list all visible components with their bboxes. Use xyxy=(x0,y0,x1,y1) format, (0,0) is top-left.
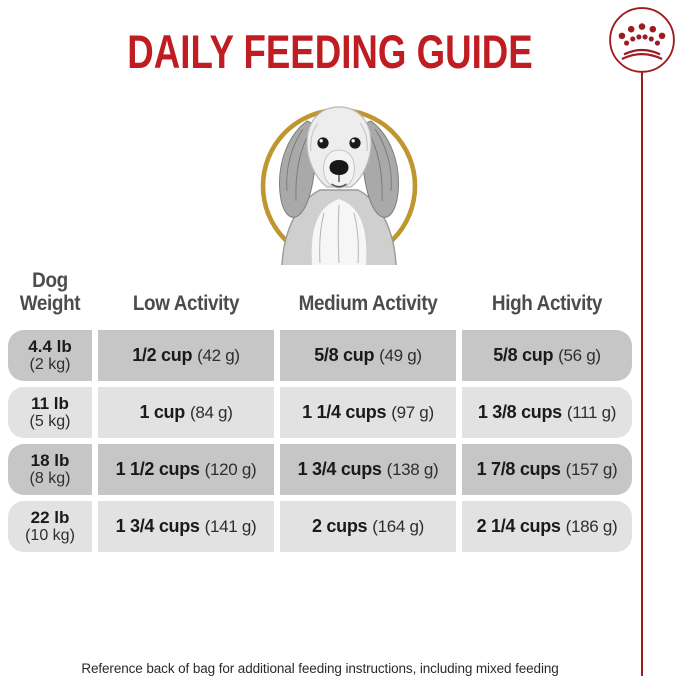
table-row xyxy=(8,330,632,381)
weight-lb: 18 lb xyxy=(30,450,70,470)
feeding-cell-high xyxy=(462,501,632,552)
cup-amount: 1 cup xyxy=(139,402,185,422)
table-row xyxy=(8,501,632,552)
feeding-table xyxy=(8,262,632,558)
cup-amount: 1 1/2 cups xyxy=(115,459,200,479)
cup-amount: 1 3/8 cups xyxy=(477,402,562,422)
gram-amount: (186 g) xyxy=(565,516,618,536)
header-high-activity: High Activity xyxy=(491,292,603,316)
feeding-cell-high xyxy=(462,387,632,438)
weight-kg: (5 kg) xyxy=(29,413,71,431)
weight-lb: 11 lb xyxy=(31,393,69,413)
gram-amount: (141 g) xyxy=(204,516,257,536)
weight-cell xyxy=(8,387,92,438)
table-row xyxy=(8,387,632,438)
dachshund-illustration xyxy=(254,93,424,270)
cup-amount: 1 1/4 cups xyxy=(302,402,387,422)
weight-cell xyxy=(8,330,92,381)
gram-amount: (157 g) xyxy=(565,459,618,479)
gram-amount: (120 g) xyxy=(204,459,257,479)
crown-logo-icon xyxy=(606,5,678,77)
gram-amount: (56 g) xyxy=(558,345,601,365)
footer-note: Reference back of bag for additional feeding instructions, including mixed feeding xyxy=(81,661,559,676)
dog-medallion xyxy=(254,93,424,270)
weight-cell xyxy=(8,444,92,495)
feeding-cell-low xyxy=(98,501,274,552)
feeding-cell-high xyxy=(462,330,632,381)
feeding-cell-low xyxy=(98,330,274,381)
crown-logo-svg xyxy=(606,5,678,77)
table-row xyxy=(8,444,632,495)
feeding-cell-medium xyxy=(280,387,456,438)
cup-amount: 1 3/4 cups xyxy=(297,459,382,479)
gram-amount: (49 g) xyxy=(379,345,422,365)
gram-amount: (164 g) xyxy=(372,516,424,536)
cup-amount: 5/8 cup xyxy=(493,345,554,365)
feeding-cell-medium xyxy=(280,330,456,381)
page-title: DAILY FEEDING GUIDE xyxy=(127,25,533,78)
header-medium-activity: Medium Activity xyxy=(298,292,438,316)
feeding-cell-low xyxy=(98,444,274,495)
table-header-row xyxy=(8,262,632,318)
weight-kg: (2 kg) xyxy=(29,356,71,374)
gram-amount: (84 g) xyxy=(189,402,233,422)
header-dog-weight xyxy=(12,269,88,318)
gram-amount: (42 g) xyxy=(197,345,240,365)
header-dog-weight-line2: Weight xyxy=(19,292,81,316)
gram-amount: (111 g) xyxy=(566,402,617,422)
weight-kg: (8 kg) xyxy=(29,470,71,488)
gram-amount: (138 g) xyxy=(386,459,439,479)
cup-amount: 1/2 cup xyxy=(132,345,193,365)
cup-amount: 2 cups xyxy=(312,516,368,536)
header-dog-weight-line1: Dog xyxy=(32,268,68,292)
feeding-cell-high xyxy=(462,444,632,495)
feeding-cell-medium xyxy=(280,444,456,495)
weight-lb: 22 lb xyxy=(30,507,70,527)
gram-amount: (97 g) xyxy=(391,402,434,422)
header-low-activity: Low Activity xyxy=(132,292,240,316)
vertical-divider xyxy=(641,71,643,676)
cup-amount: 5/8 cup xyxy=(314,345,375,365)
cup-amount: 1 7/8 cups xyxy=(476,459,561,479)
weight-kg: (10 kg) xyxy=(25,527,75,545)
weight-cell xyxy=(8,501,92,552)
feeding-cell-low xyxy=(98,387,274,438)
cup-amount: 1 3/4 cups xyxy=(115,516,200,536)
feeding-cell-medium xyxy=(280,501,456,552)
cup-amount: 2 1/4 cups xyxy=(476,516,561,536)
weight-lb: 4.4 lb xyxy=(28,336,72,356)
